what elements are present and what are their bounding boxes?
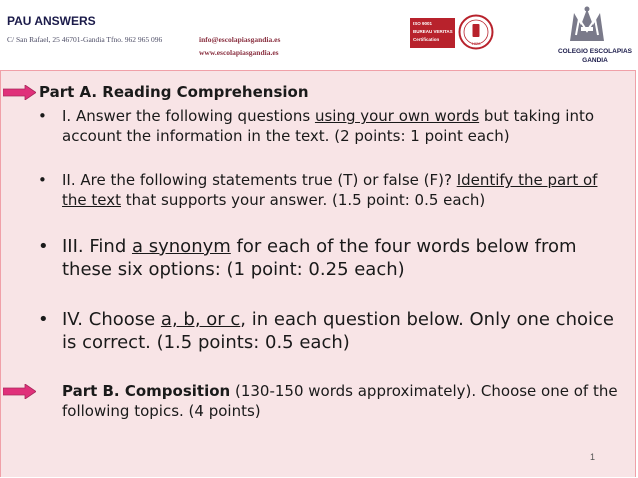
letterhead-title: PAU ANSWERS <box>7 14 96 28</box>
text-segment: but taking into account the information in the text. (2 points: 1 point each) <box>62 107 595 145</box>
list-item-text <box>62 235 617 281</box>
bv-line3: Certification <box>413 37 440 42</box>
text-segment: , in each question below. Only one choice is correct. (1.5 points: 0.5 each) <box>62 309 614 353</box>
letterhead-address: C/ San Rafael, 25 46701-Gandia Tfno. 962 965 096 <box>7 35 163 44</box>
letterhead <box>0 0 638 70</box>
school-name-line1: COLEGIO ESCOLAPIAS <box>557 48 633 55</box>
underlined-text: Identify the part of the text <box>62 171 598 209</box>
text-segment: for each of the four words below from these six options: (1 point: 0.25 each) <box>62 236 577 280</box>
school-crest-logo <box>567 5 607 43</box>
letterhead-website[interactable]: www.escolapiasgandia.es <box>199 48 279 57</box>
list-item-text <box>62 106 607 146</box>
text-segment: III. Find <box>62 236 132 257</box>
text-segment: IV. Choose <box>62 309 161 330</box>
part-a-heading: Part A. Reading Comprehension <box>39 83 309 101</box>
text-segment: that supports your answer. (1.5 point: 0.5 each) <box>121 191 486 209</box>
bullet: • <box>38 171 47 189</box>
seal-year: 1828 <box>471 41 481 46</box>
bv-line1: ISO 9001 <box>413 21 433 26</box>
bureau-veritas-logo <box>410 18 455 48</box>
underlined-text: using your own words <box>314 107 480 125</box>
list-item-text <box>62 170 607 210</box>
bv-line2: BUREAU VERITAS <box>413 29 453 34</box>
bullet: • <box>38 309 49 330</box>
school-name <box>552 47 638 65</box>
text-segment: I. Answer the following questions <box>62 107 315 125</box>
certification-seal-icon <box>458 14 494 50</box>
arrow-right-icon <box>3 85 36 100</box>
arrow-right-icon <box>3 384 36 399</box>
part-b-heading: Part B. Composition <box>62 382 231 400</box>
page-number: 1 <box>590 452 596 462</box>
underlined-text: a, b, or c <box>160 309 241 330</box>
underlined-text: a synonym <box>131 236 231 257</box>
bullet: • <box>38 236 49 257</box>
list-item-text <box>62 308 617 354</box>
school-name-line2: GANDIA <box>582 57 608 64</box>
bullet: • <box>38 107 47 125</box>
text-segment: II. Are the following statements true (T) or false (F)? <box>62 171 457 189</box>
part-b-text: (130-150 words approximately). Choose one of the following topics. (4 points) <box>62 382 618 420</box>
part-b-paragraph <box>39 381 638 421</box>
letterhead-email[interactable]: info@escolapiasgandia.es <box>199 35 281 44</box>
